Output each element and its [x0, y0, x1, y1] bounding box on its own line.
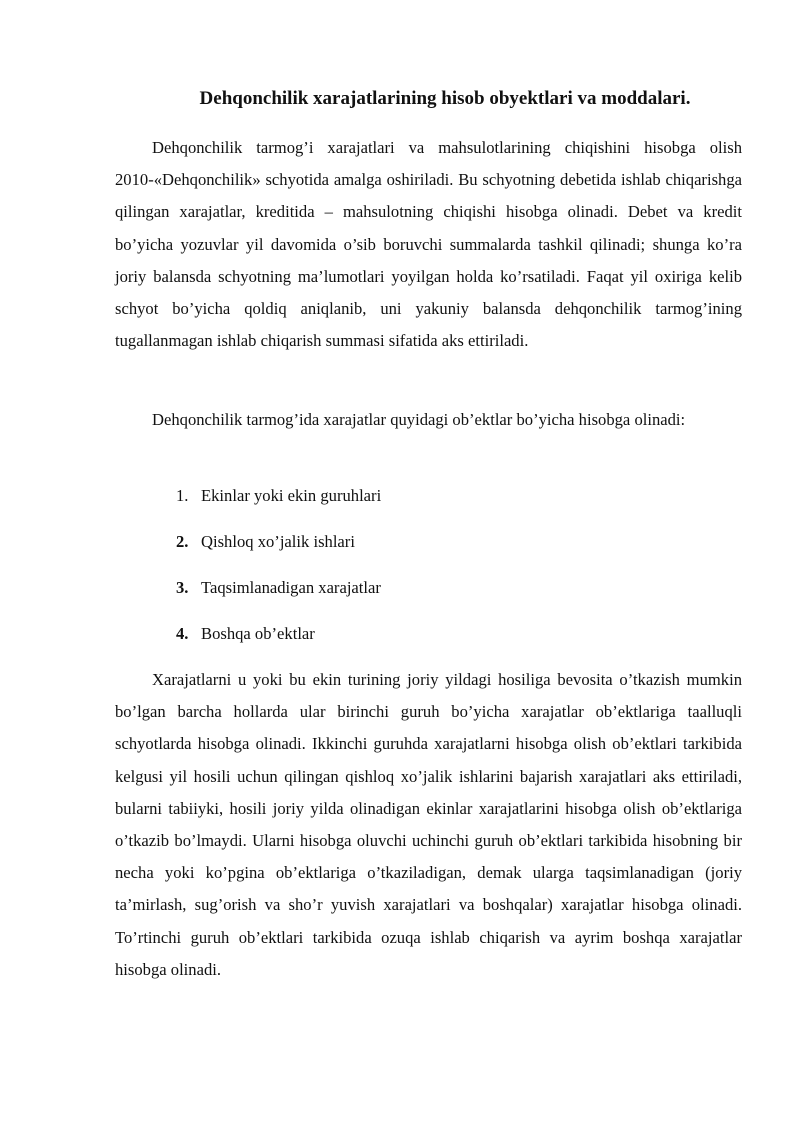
list-item-number: 4. — [176, 624, 189, 643]
list-item-text: Boshqa ob’ektlar — [201, 624, 315, 643]
list-item-number: 2. — [176, 532, 189, 551]
list-item — [176, 526, 381, 572]
paragraph-objects-lead: Dehqonchilik tarmog’ida xarajatlar quyidagi ob’ektlar bo’yicha hisobga olinadi: — [152, 410, 686, 429]
list-item-number: 1. — [176, 486, 189, 505]
list-item-text: Taqsimlanadigan xarajatlar — [201, 578, 381, 597]
objects-list — [176, 480, 381, 664]
list-item-text: Qishloq xo’jalik ishlari — [201, 532, 355, 551]
list-item — [176, 618, 381, 664]
document-title: Dehqonchilik xarajatlarining hisob obyektlari va moddalari. — [199, 88, 691, 109]
list-item-text: Ekinlar yoki ekin guruhlari — [201, 486, 382, 505]
list-item — [176, 572, 381, 618]
paragraph-groups: Xarajatlarni u yoki bu ekin turining joriy yildagi hosiliga bevosita o’tkazish mumkin bo’lgan barcha hollarda ular birinchi guruh bo’yicha xarajatlar ob’ektlariga taalluqli schyotlarda hisobga olinadi. Ikkinchi guruhda xarajatlarni hisobga olish ob’ektlari tarkibida kelgusi yil hosili uchun qilingan qishloq xo’jalik ishlarini bajarish xarajatlari aks ettiriladi, bularni tabiiyki, hosili joriy yilda olinadigan ekinlar xarajatlarini hisobga olish ob’ektlariga o’tkazib bo’lmaydi. Ularni hisobga oluvchi uchinchi guruh ob’ektlari tarkibida hisobning bir necha yoki ko’pgina ob’ektlariga o’tkaziladigan, demak ularga taqsimlanadigan (joriy ta’mirlash, sug’orish va sho’r yuvish xarajatlari va boshqalar) xarajatlar hisobga olinadi. To’rtinchi guruh ob’ektlari tarkibida ozuqa ishlab chiqarish va ayrim boshqa xarajatlar hisobga olinadi. — [115, 670, 742, 979]
list-item — [176, 480, 381, 526]
paragraph-intro: Dehqonchilik tarmog’i xarajatlari va mahsulotlarining chiqishini hisobga olish 2010-«Dehqonchilik» schyotida amalga oshiriladi. Bu schyotning debetida ishlab chiqarishga qilingan xarajatlar, kreditida – mahsulotning chiqishi hisobga olinadi. Debet va kredit bo’yicha yozuvlar yil davomida o’sib boruvchi summalarda tashkil qilinadi; shunga ko’ra joriy balansda schyotning ma’lumotlari yoyilgan holda ko’rsatiladi. Faqat yil oxiriga kelib schyot bo’yicha qoldiq aniqlanib, uni yakuniy balansda dehqonchilik tarmog’ining tugallanmagan ishlab chiqarish summasi sifatida aks ettiriladi. — [115, 138, 742, 351]
list-item-number: 3. — [176, 578, 189, 597]
